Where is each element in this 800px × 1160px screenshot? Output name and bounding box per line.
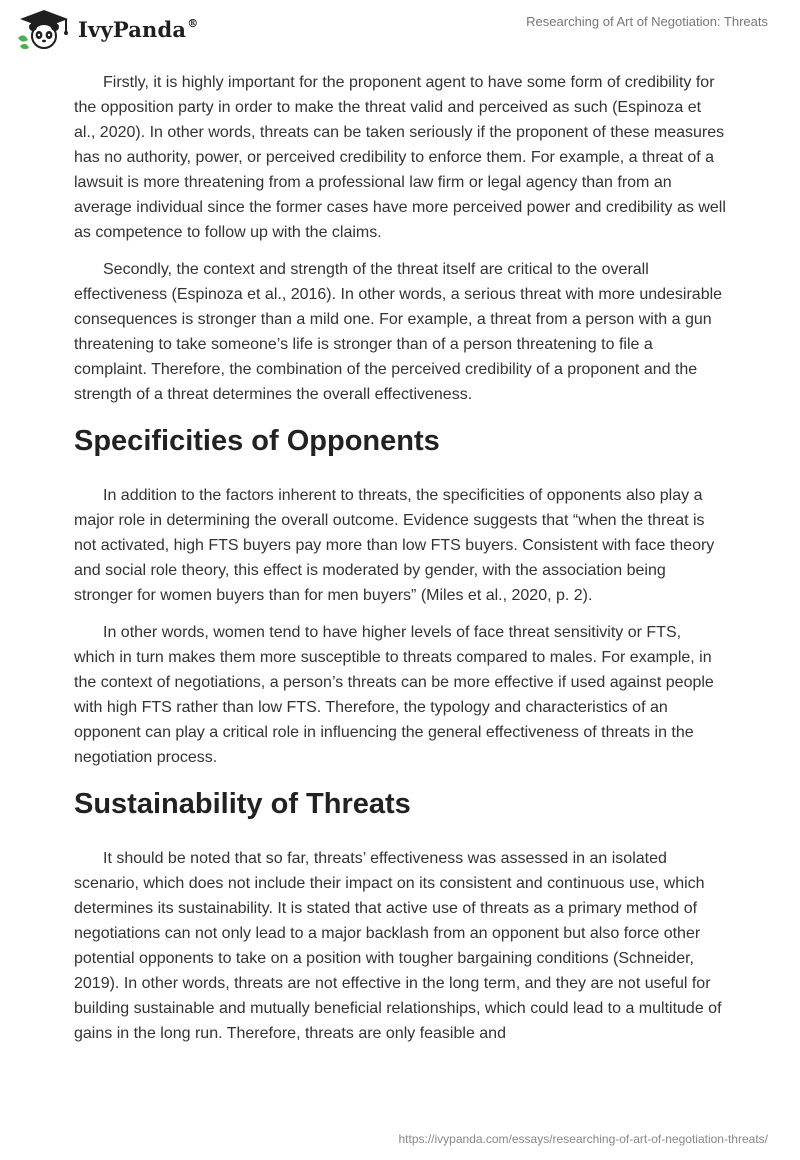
page-header xyxy=(0,0,800,60)
heading-specificities-of-opponents: Specificities of Opponents xyxy=(74,425,440,457)
paragraph-fts-gender: In other words, women tend to have higher levels of face threat sensitivity or FTS, which in turn makes them more susceptible to threats compared to males. For example, in the context of negotiations, a person’s threats can be more effective if used against people with high FTS rather than low FTS. Therefore, the typology and characteristics of an opponent can play a critical role in influencing the general effectiveness of threats in the negotiation process. xyxy=(74,624,714,766)
paragraph-context-strength: Secondly, the context and strength of the threat itself are critical to the overall effectiveness (Espinoza et al., 2016). In other words, a serious threat with more undesirable consequences is stronger than a mild one. For example, a threat from a person with a gun threatening to take someone’s life is stronger than of a person threatening to file a complaint. Therefore, the combination of the perceived credibility of a proponent and the strength of a threat determines the overall effectiveness. xyxy=(74,261,723,403)
brand-label: IvyPanda xyxy=(78,16,187,42)
paragraph-opponent-factors: In addition to the factors inherent to threats, the specificities of opponents also play a major role in determining the overall outcome. Evidence suggests that “when the threat is not activated, high FTS buyers pay more than low FTS buyers. Consistent with face theory and social role theory, this effect is moderated by gender, with the association being stronger for women buyers than for men buyers” (Miles et al., 2020, p. 2). xyxy=(74,487,715,604)
registered-mark: ® xyxy=(187,16,199,30)
brand-name xyxy=(78,17,198,42)
heading-sustainability-of-threats: Sustainability of Threats xyxy=(74,788,411,820)
panda-graduation-cap-icon xyxy=(14,8,72,50)
document-title: Researching of Art of Negotiation: Threats xyxy=(526,14,768,29)
ivypanda-logo[interactable] xyxy=(14,8,198,50)
essay-content xyxy=(74,70,726,1058)
paragraph-credibility: Firstly, it is highly important for the proponent agent to have some form of credibility for the opposition party in order to make the threat valid and perceived as such (Espinoza et al., 2020). In other words, threats can be taken seriously if the proponent of these measures has no authority, power, or perceived credibility to enforce them. For example, a threat of a lawsuit is more threatening from a professional law firm or legal agency than from an average individual since the former cases have more perceived power and credibility as well as competence to follow up with the claims. xyxy=(74,74,726,241)
source-url-link[interactable]: https://ivypanda.com/essays/researching-of-art-of-negotiation-threats/ xyxy=(398,1132,768,1146)
paragraph-sustainability: It should be noted that so far, threats’ effectiveness was assessed in an isolated scenario, which does not include their impact on its consistent and continuous use, which determines its sustainability. It is stated that active use of threats as a primary method of negotiations can not only lead to a major backlash from an opponent but also force other potential opponents to take on a position with tougher bargaining conditions (Schneider, 2019). In other words, threats are not effective in the long term, and they are not useful for building sustainable and mutually beneficial relationships, which could lead to a multitude of gains in the long run. Therefore, threats are only feasible and xyxy=(74,850,722,1042)
